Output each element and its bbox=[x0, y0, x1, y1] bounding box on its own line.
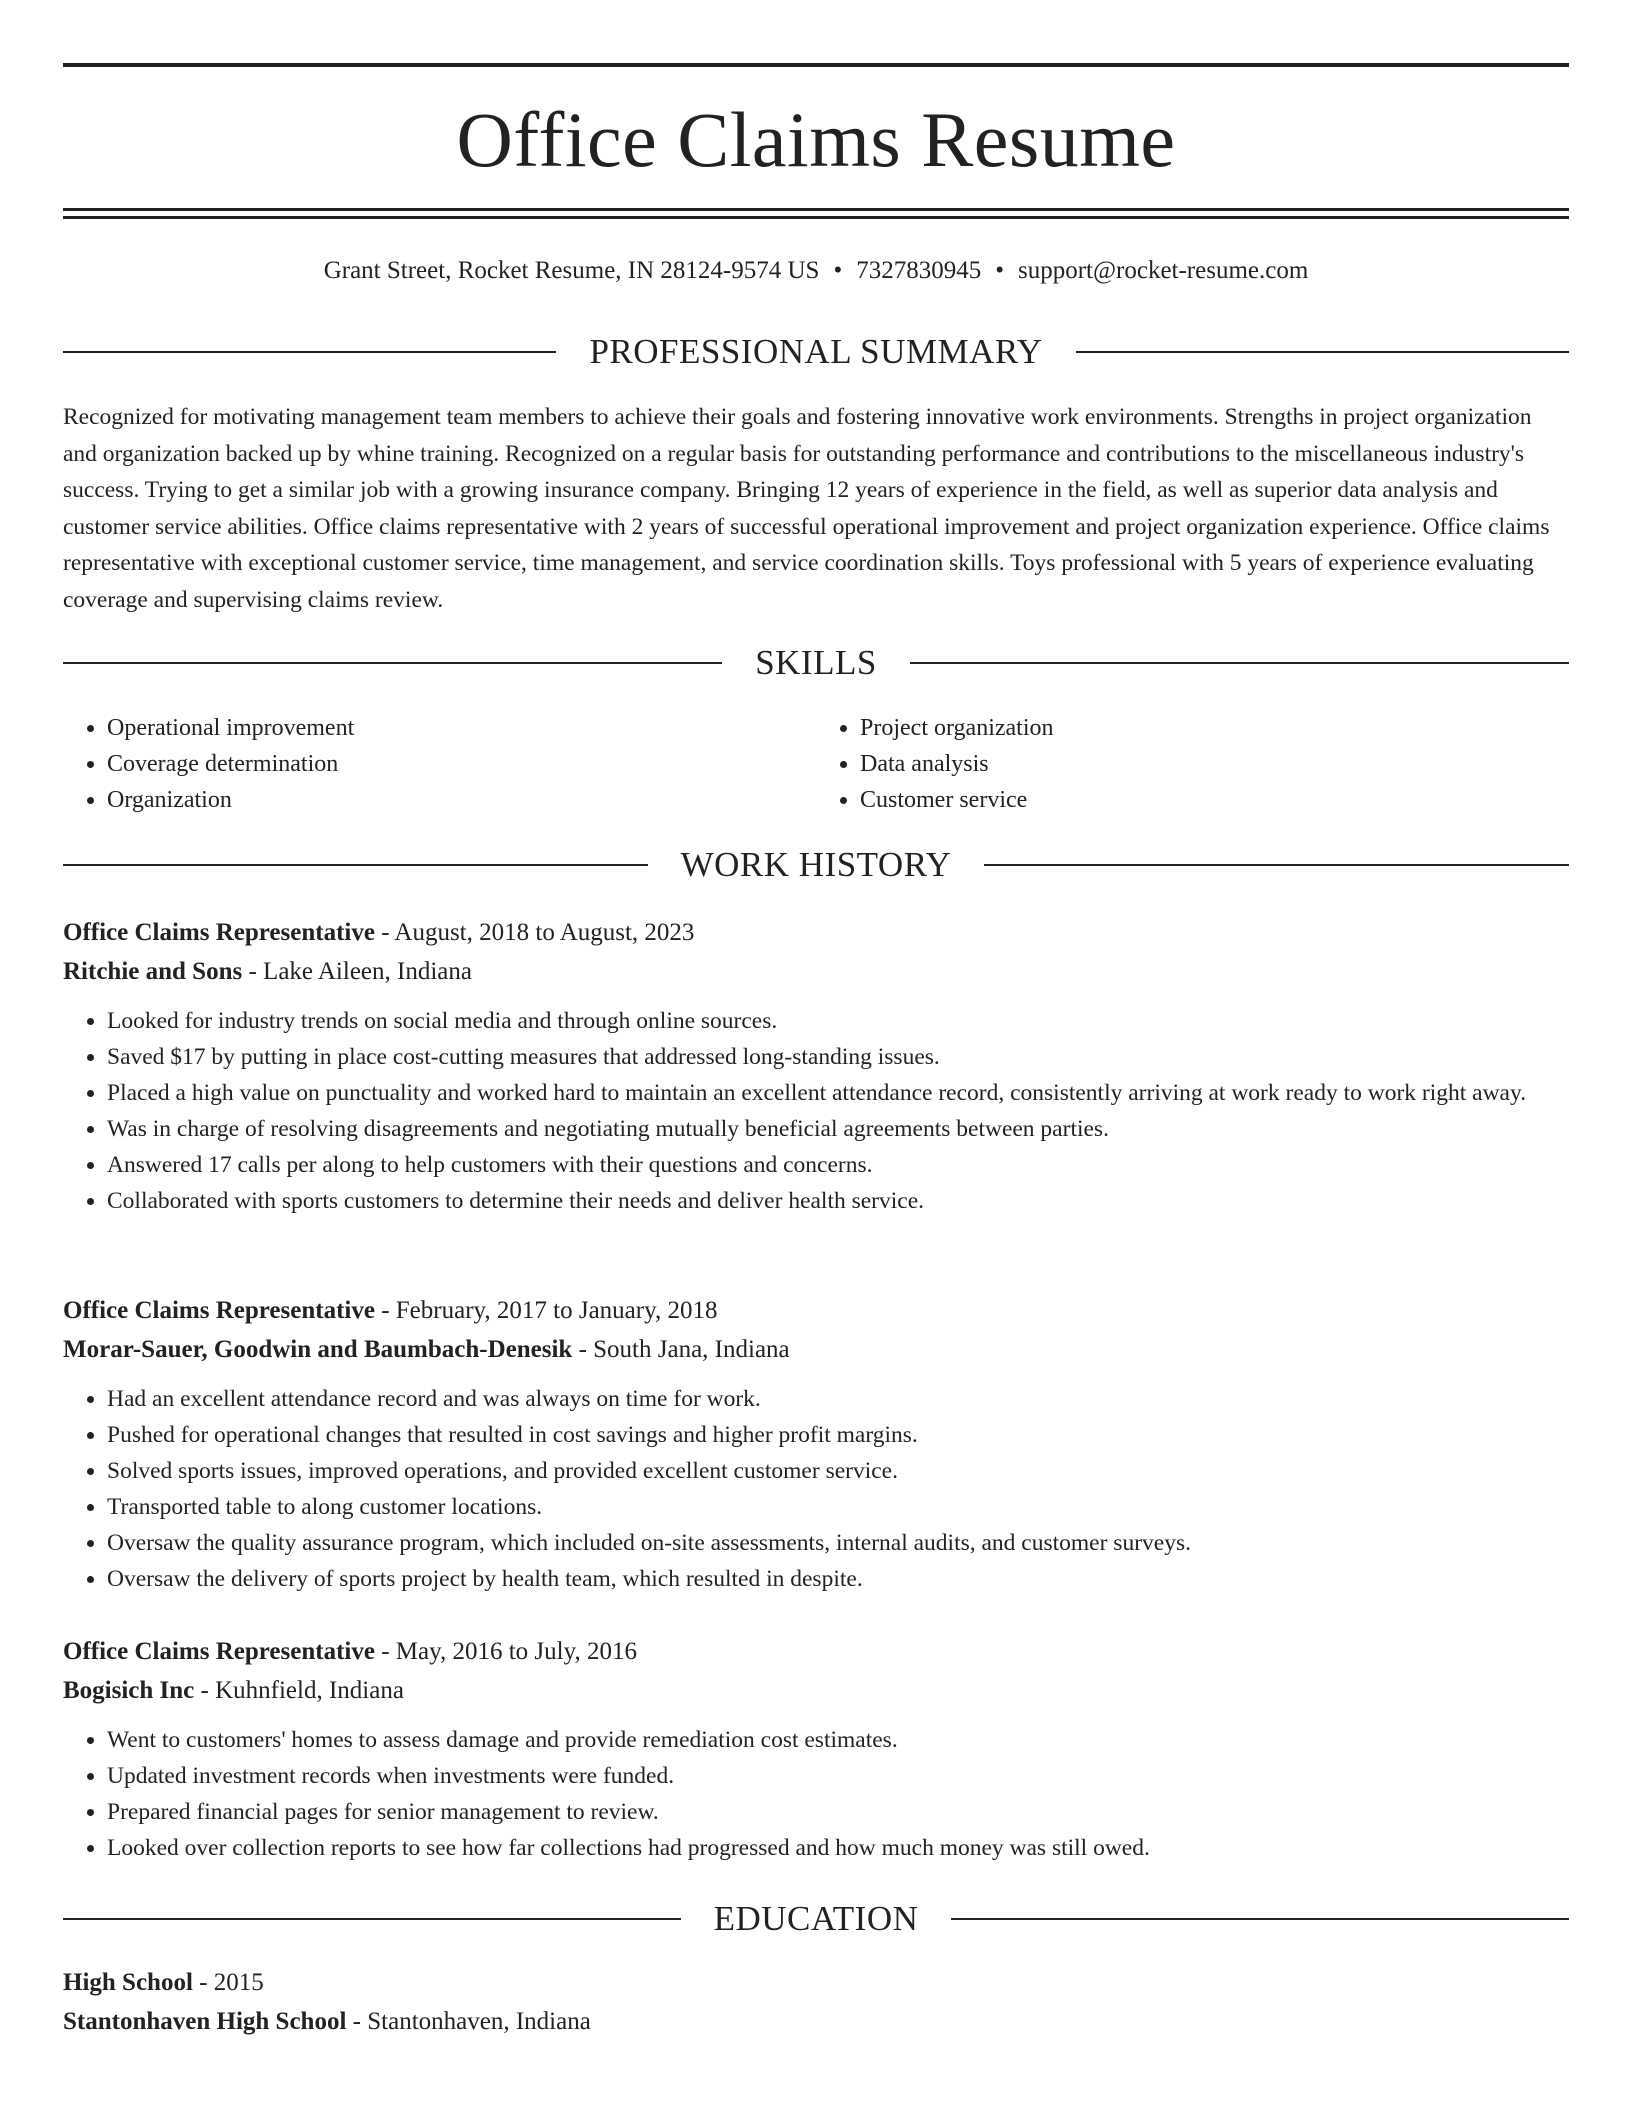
skill-item: • Customer service bbox=[860, 782, 1569, 818]
job-company: Morar-Sauer, Goodwin and Baumbach-Denesik bbox=[63, 1336, 573, 1363]
contact-line bbox=[63, 254, 1569, 288]
job-bullet: • Had an excellent attendance record and was always on time for work. bbox=[107, 1381, 1569, 1417]
job-bullet: • Pushed for operational changes that resulted in cost savings and higher profit margins. bbox=[107, 1417, 1569, 1453]
top-rule bbox=[63, 63, 1569, 67]
skill-item: • Coverage determination bbox=[107, 746, 816, 782]
section-rule bbox=[63, 662, 722, 664]
summary-text: Recognized for motivating management team members to achieve their goals and fostering innovative work environments. Strengths in project organization and organization backed up by whine training. Recognized on a regular basis for outstanding performance and contributions to the miscellaneous industry's success. Trying to get a similar job with a growing insurance company. Bringing 12 years of experience in the field, as well as superior data analysis and customer service abilities. Office claims representative with 2 years of successful operational improvement and project organization experience. Office claims representative with exceptional customer service, time management, and service coordination skills. Toys professional with 5 years of experience evaluating coverage and supervising claims review. bbox=[63, 404, 1550, 613]
skills-column-left bbox=[63, 710, 816, 818]
section-rule bbox=[63, 864, 648, 866]
section-title: EDUCATION bbox=[713, 1899, 919, 1938]
contact-email: support@rocket-resume.com bbox=[1018, 257, 1309, 284]
job-dates: - May, 2016 to July, 2016 bbox=[374, 1638, 637, 1665]
job-company: Ritchie and Sons bbox=[63, 958, 243, 985]
job-bullet: • Oversaw the delivery of sports project by health team, which resulted in despite. bbox=[107, 1561, 1569, 1597]
job-company: Bogisich Inc bbox=[63, 1677, 195, 1704]
job-bullet: • Saved $17 by putting in place cost-cutting measures that addressed long-standing issues. bbox=[107, 1039, 1569, 1075]
section-header-education bbox=[63, 1897, 1569, 1941]
job-bullet: • Looked for industry trends on social media and through online sources. bbox=[107, 1003, 1569, 1039]
contact-separator: • bbox=[833, 257, 843, 284]
section-rule bbox=[63, 351, 556, 353]
job-bullet: • Went to customers' homes to assess damage and provide remediation cost estimates. bbox=[107, 1722, 1569, 1758]
job-bullet: • Placed a high value on punctuality and worked hard to maintain an excellent attendance record, consistently arriving at work ready to work right away. bbox=[107, 1075, 1569, 1111]
education-entry bbox=[63, 1963, 1569, 2041]
education-degree: High School bbox=[63, 1969, 193, 1996]
contact-separator: • bbox=[995, 257, 1004, 284]
job-bullet: • Oversaw the quality assurance program, which included on-site assessments, internal audits, and customer surveys. bbox=[107, 1525, 1569, 1561]
job-location: - Kuhnfield, Indiana bbox=[194, 1677, 404, 1704]
section-title: WORK HISTORY bbox=[680, 845, 952, 884]
skill-item: • Operational improvement bbox=[107, 710, 816, 746]
job-bullet: • Collaborated with sports customers to determine their needs and deliver health service. bbox=[107, 1183, 1569, 1219]
skill-item: • Project organization bbox=[860, 710, 1569, 746]
section-rule bbox=[984, 864, 1569, 866]
job-bullets bbox=[63, 1003, 1569, 1219]
skills-column-right bbox=[816, 710, 1569, 818]
job-dates: - August, 2018 to August, 2023 bbox=[374, 919, 695, 946]
section-header-summary bbox=[63, 330, 1569, 374]
job-entry bbox=[63, 1632, 1569, 1866]
job-location: - South Jana, Indiana bbox=[572, 1336, 790, 1363]
section-rule bbox=[1076, 351, 1569, 353]
section-rule bbox=[63, 1918, 681, 1920]
skills-list bbox=[63, 710, 1569, 818]
job-bullet: • Updated investment records when investments were funded. bbox=[107, 1758, 1569, 1794]
job-location: - Lake Aileen, Indiana bbox=[242, 958, 472, 985]
job-bullets bbox=[63, 1381, 1569, 1597]
job-bullet: • Transported table to along customer locations. bbox=[107, 1489, 1569, 1525]
job-dates: - February, 2017 to January, 2018 bbox=[374, 1297, 718, 1324]
job-title: Office Claims Representative bbox=[63, 1638, 375, 1665]
section-header-skills bbox=[63, 641, 1569, 685]
section-title: SKILLS bbox=[755, 643, 877, 682]
job-bullet: • Prepared financial pages for senior management to review. bbox=[107, 1794, 1569, 1830]
education-year: - 2015 bbox=[192, 1969, 264, 1996]
section-rule bbox=[951, 1918, 1569, 1920]
title-double-rule bbox=[63, 208, 1569, 219]
education-school: Stantonhaven High School bbox=[63, 2008, 347, 2035]
resume-title: Office Claims Resume bbox=[456, 96, 1176, 183]
job-title: Office Claims Representative bbox=[63, 919, 375, 946]
contact-address: Grant Street, Rocket Resume, IN 28124-9574 US bbox=[323, 257, 820, 284]
skill-item: • Organization bbox=[107, 782, 816, 818]
job-bullet: • Was in charge of resolving disagreements and negotiating mutually beneficial agreements between parties. bbox=[107, 1111, 1569, 1147]
skill-item: • Data analysis bbox=[860, 746, 1569, 782]
job-entry bbox=[63, 1291, 1569, 1597]
section-rule bbox=[910, 662, 1569, 664]
job-bullet: • Solved sports issues, improved operations, and provided excellent customer service. bbox=[107, 1453, 1569, 1489]
job-entry bbox=[63, 913, 1569, 1219]
job-bullet: • Answered 17 calls per along to help customers with their questions and concerns. bbox=[107, 1147, 1569, 1183]
job-bullets bbox=[63, 1722, 1569, 1866]
section-header-work bbox=[63, 843, 1569, 887]
section-title: PROFESSIONAL SUMMARY bbox=[589, 332, 1043, 371]
contact-phone: 7327830945 bbox=[856, 257, 982, 284]
job-bullet: • Looked over collection reports to see how far collections had progressed and how much money was still owed. bbox=[107, 1830, 1569, 1866]
job-title: Office Claims Representative bbox=[63, 1297, 375, 1324]
education-location: - Stantonhaven, Indiana bbox=[346, 2008, 591, 2035]
